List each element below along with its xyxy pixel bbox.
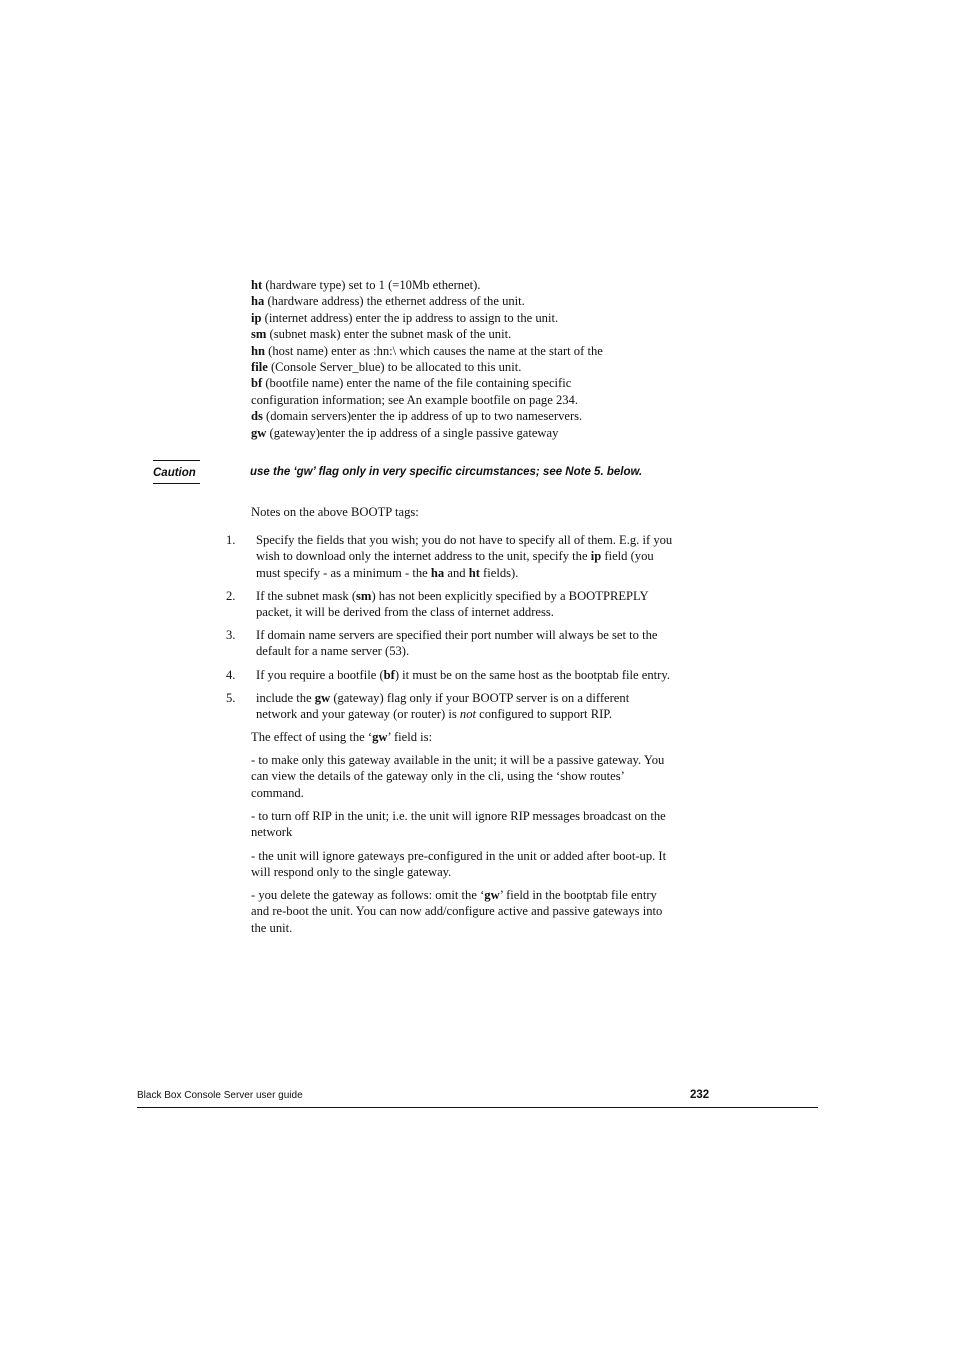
text-line [256, 532, 706, 548]
text-run: default for a name server (53). [256, 644, 410, 659]
text-run: will respond only to the single gateway. [251, 865, 452, 880]
bootp-tag-line [251, 425, 671, 441]
effect-paragraph [251, 808, 706, 841]
text-run: and [444, 565, 469, 580]
note-text [256, 588, 706, 621]
text-run: The effect of using the ‘ [251, 730, 373, 744]
bootp-tag-description: (domain servers)enter the ip address of up to two nameservers. [262, 409, 583, 424]
bold-term: ha [430, 565, 445, 580]
bootp-tag-line [251, 408, 671, 424]
effect-paragraph [251, 848, 706, 881]
text-line [256, 565, 706, 581]
bootp-tag-line [251, 392, 671, 408]
note-number: 4. [226, 668, 236, 682]
text-run: - to turn off RIP in the unit; i.e. the unit will ignore RIP messages broadcast on the [251, 809, 666, 823]
bold-term: gw [484, 888, 500, 902]
bootp-tag-list [251, 277, 671, 441]
bold-term: bf [383, 668, 395, 682]
text-run: Specify the fields that you wish; you do not have to specify all of them. E.g. if you [256, 533, 673, 547]
caution-label: Caution [153, 460, 200, 484]
caution-text: use the ‘gw’ flag only in very specific circumstances; see Note 5. below. [250, 466, 643, 478]
bootp-tag-code: bf [251, 376, 263, 391]
text-run: network and your gateway (or router) is [256, 707, 460, 722]
text-run: If the subnet mask ( [256, 589, 357, 603]
bold-term: sm [356, 589, 372, 603]
text-run: wish to download only the internet address to the unit, specify the [256, 549, 591, 564]
text-run: the unit. [251, 920, 293, 935]
italic-term: not [459, 707, 476, 722]
bootp-tag-description: (hardware address) the ethernet address of the unit. [264, 294, 525, 309]
text-line [256, 627, 706, 643]
bootp-tag-code: hn [251, 343, 266, 358]
bootp-tag-line [251, 343, 671, 359]
text-run: (gateway) flag only if your BOOTP server is on a different [330, 691, 630, 705]
bootp-tag-code: file [251, 360, 268, 375]
bootp-tag-description: (bootfile name) enter the name of the file containing specific [262, 376, 572, 391]
text-run: - to make only this gateway available in the unit; it will be a passive gateway. You [251, 753, 665, 767]
effect-paragraph [251, 887, 706, 936]
text-line [251, 903, 706, 919]
bootp-tag-description: (gateway)enter the ip address of a single passive gateway [266, 425, 559, 440]
note-number: 2. [226, 589, 236, 603]
effect-paragraph [251, 729, 706, 745]
text-run: field (you [601, 549, 654, 564]
text-run: and re-boot the unit. You can now add/configure active and passive gateways into [251, 904, 663, 919]
bootp-tag-description: (hardware type) set to 1 (=10Mb ethernet). [262, 278, 481, 292]
text-run: ) it must be on the same host as the bootptab file entry. [394, 668, 670, 682]
bootp-tag-code: ht [251, 278, 263, 292]
text-run: ) has not been explicitly specified by a BOOTPREPLY [371, 589, 649, 603]
text-run: - the unit will ignore gateways pre-configured in the unit or added after boot-up. It [251, 849, 667, 863]
text-line [251, 824, 706, 840]
effect-paragraph [251, 752, 706, 801]
footer-title: Black Box Console Server user guide [137, 1090, 303, 1101]
bold-term: ht [468, 565, 480, 580]
bootp-tag-code: ip [251, 310, 262, 325]
bootp-tag-line [251, 310, 671, 326]
bootp-tag-line [251, 277, 671, 293]
text-line [256, 706, 706, 722]
text-run: can view the details of the gateway only in the cli, using the ‘show routes’ [251, 769, 625, 784]
text-run: fields). [479, 565, 519, 580]
text-line [256, 667, 706, 683]
text-run: must specify - as a minimum - the [256, 565, 431, 580]
text-run: If domain name servers are specified their port number will always be set to the [256, 628, 658, 642]
note-text [256, 627, 706, 660]
text-line [251, 887, 706, 903]
bootp-tag-line [251, 293, 671, 309]
text-line [251, 808, 706, 824]
bootp-tag-line [251, 375, 671, 391]
bootp-tag-description: (Console Server_blue) to be allocated to this unit. [267, 360, 522, 375]
text-line [256, 548, 706, 564]
text-line [251, 729, 706, 745]
bootp-tag-code: gw [251, 425, 267, 440]
text-line [256, 588, 706, 604]
text-run: - you delete the gateway as follows: omit the ‘ [251, 888, 485, 902]
note-number: 5. [226, 691, 236, 705]
bootp-tag-code: sm [251, 327, 267, 342]
footer-rule [137, 1107, 818, 1108]
text-run: ’ field in the bootptab file entry [499, 888, 657, 902]
note-text [256, 667, 706, 683]
bootp-tag-description: configuration information; see An example bootfile on page 234. [251, 392, 579, 407]
bold-term: gw [372, 730, 388, 744]
bootp-tag-line [251, 326, 671, 342]
bootp-tag-code: ha [251, 294, 265, 309]
text-line [256, 643, 706, 659]
text-line [256, 604, 706, 620]
text-line [251, 848, 706, 864]
note-number: 3. [226, 628, 236, 642]
text-line [256, 690, 706, 706]
note-number: 1. [226, 533, 236, 547]
bootp-tag-line [251, 359, 671, 375]
text-line [251, 864, 706, 880]
text-run: network [251, 825, 293, 840]
bootp-tag-description: (subnet mask) enter the subnet mask of the unit. [266, 327, 512, 342]
bold-term: gw [314, 691, 331, 705]
text-line [251, 920, 706, 936]
text-run: If you require a bootfile ( [256, 668, 384, 682]
text-run: include the [256, 691, 315, 705]
text-line [251, 752, 706, 768]
text-run: ’ field is: [387, 730, 433, 744]
bootp-tag-description: (internet address) enter the ip address to assign to the unit. [261, 310, 559, 325]
page-number: 232 [690, 1089, 710, 1101]
notes-intro: Notes on the above BOOTP tags: [251, 505, 419, 519]
text-run: command. [251, 785, 304, 800]
text-line [251, 785, 706, 801]
bold-term: ip [590, 549, 602, 564]
text-line [251, 768, 706, 784]
bootp-tag-description: (host name) enter as :hn:\ which causes the name at the start of the [265, 343, 603, 358]
text-run: packet, it will be derived from the class of internet address. [256, 605, 554, 620]
note-text [256, 690, 706, 723]
note-text [256, 532, 706, 581]
bootp-tag-code: ds [251, 409, 263, 424]
text-run: configured to support RIP. [475, 707, 613, 722]
